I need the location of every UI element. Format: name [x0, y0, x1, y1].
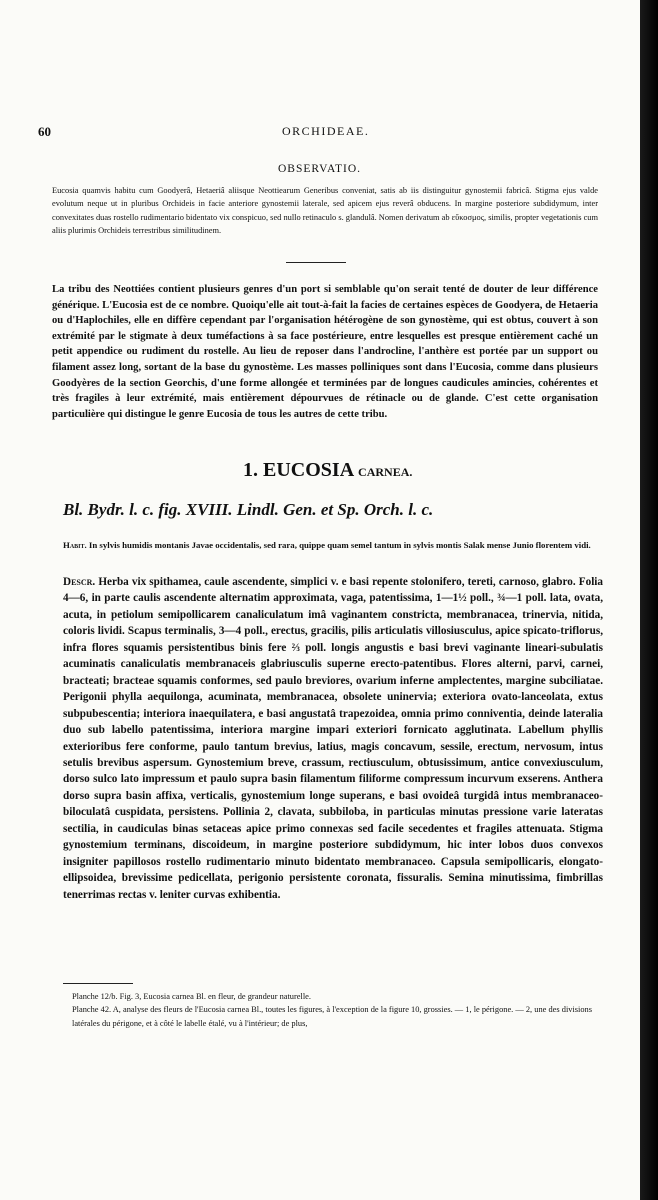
species-epithet: CARNEA.	[358, 465, 413, 479]
species-heading	[243, 459, 412, 482]
observatio-text: Eucosia quamvis habitu cum Goodyerâ, Hetaeriâ aliisque Neottiearum Generibus conveniat, satis ab iis distinguitur gynostemii fabricâ. Stigma ejus valde evolutum neque ut in pluribus Orchideis in facie anteriore gynostemii laterale, sed apicem ejus reverâ obducens. In margine posteriore subdidymum, inter convexitates duas rostello rudimentario bidentato vix conspicuo, sed nullo retinaculo s. glandulâ. Nomen derivatum ab εὔκοσμος, similis, propter vegetationis cum aliis plurimis Orchideis terrestribus similitudinem.	[52, 186, 598, 235]
habitat-paragraph	[63, 539, 603, 552]
plate-note: Planche 42. A, analyse des fleurs de l'Eucosia carnea Bl., toutes les figures, à l'exception de la figure 10, grossies. — 1, le périgone. — 2, une des divisions latérales du périgone, et à côté le labelle étalé, vu à l'intérieur; de plus,	[72, 1005, 592, 1028]
description-paragraph	[63, 574, 603, 903]
plate-notes	[72, 990, 592, 1030]
observatio-heading: OBSERVATIO.	[278, 163, 362, 175]
plate-note: Planche 12/b. Fig. 3, Eucosia carnea Bl. en fleur, de grandeur naturelle.	[72, 992, 311, 1001]
section-divider	[286, 262, 346, 263]
species-genus: 1. EUCOSIA	[243, 459, 354, 481]
french-note: La tribu des Neottiées contient plusieurs genres d'un port si semblable qu'on serait tenté de douter de leur différence générique. L'Eucosia est de ce nombre. Quoiqu'elle ait tout-à-fait la facies de certaines espèces de Goodyera, de Hetaeria ou d'Haplochiles, elle en diffère cependant par l'organisation hétérogène de son gynostème, qui est obtus, couvert à son extrémité par le stigmate à deux tuméfactions à sa face postérieure, entre lesquelles est presque entièrement caché un petit appendice ou rudiment du rostelle. Au lieu de reposer dans l'androcline, l'anthère est portée par un support ou filament assez long, sortant de la base du gynostème. Les masses polliniques sont dans l'Eucosia, comme dans plusieurs Goodyères de la section Georchis, d'une forme allongée et terminées par de longues caudicules amincies, cohérentes et très fragiles à leur extrémité, mais entièrement dépourvues de rétinacle ou de glande. C'est cette organisation particulière qui distingue le genre Eucosia de tous les autres de cette tribu.	[52, 284, 598, 420]
habitat-label: Habit.	[63, 540, 87, 550]
habitat-text: In sylvis humidis montanis Javae occidentalis, sed rara, quippe quam semel tantum in sylvis montis Salak mense Junio florentem vidi.	[88, 540, 591, 550]
literature-references: Bl. Bydr. l. c. fig. XVIII. Lindl. Gen. et Sp. Orch. l. c.	[63, 500, 434, 519]
page-edge-shadow	[640, 0, 658, 1200]
description-label: Descr.	[63, 576, 96, 588]
page-number: 60	[38, 124, 51, 139]
running-title: ORCHIDEAE.	[282, 124, 370, 138]
footnote-divider	[63, 983, 133, 984]
description-text: Herba vix spithamea, caule ascendente, simplici v. e basi repente stolonifero, tereti, carnoso, glabro. Folia 4—6, in parte caulis ascendente alternatim approximata, vaga, patentissima, 1—1½ poll., ¾—1 poll. lata, ovata, acuta, in petiolum semipollicarem canaliculatum imâ vaginantem constricta, membranacea, trinervia, nitida, coloris lividi. Scapus terminalis, 3—4 poll., erectus, gracilis, pilis articulatis villosiusculus, apice spicato-triflorus, infra flores squamis persistentibus binis fere ⅔ poll. longis angustis e basi brevi vaginante lineari-subulatis acuminatis canaliculatis membranaceis glabriusculis superne erecto-patentibus. Flores alterni, parvi, carnei, bracteati; bracteae squamis conformes, sed paulo breviores, ovarium inferne amplectentes, margine subciliatae. Perigonii phylla aequilonga, acuminata, membranacea, obsolete uninervia; exteriora ovato-lanceolata, extus subpubescentia; interiora inaequilatera, e basi angustatâ trapezoidea, omnia primo conniventia, deinde lateralia duo sub labello patentissima, interiora margine impari exteriori fornicato agglutinata. Labellum phyllis exterioribus fere conforme, paulo tantum brevius, latius, magis concavum, sessile, erectum, nervosum, intus setulis brevibus aspersum. Gynostemium breve, crassum, rectiusculum, obtusissimum, antice convexiusculum, dorso sulco lato impressum et paulo supra basin filamentum filiforme compressum incurvum exserens. Anthera dorso supra basin affixa, verticalis, gynostemium longe superans, e basi ovoideâ turgidâ intus membranaceo-biloculatâ cuspidata, persistens. Pollinia 2, clavata, subbiloba, in particulas minutas pressione varie lateratas sectilia, in caudiculas binas setaceas apice primo connexas sed facile secedentes et fragiles attenuata. Stigma gynostemium terminans, discoideum, in margine posteriore subdidymum, hic inter lobos duos convexos insigniter papillosos rostello rudimentario minuto bidentato membranaceo. Capsula semipollicaris, elongato-ellipsoidea, brevissime pedicellata, perigonio persistente coronata, fissuralis. Semina minutissima, fimbrillas tenerrimas rectas v. leniter curvas exhibentia.	[63, 576, 604, 901]
